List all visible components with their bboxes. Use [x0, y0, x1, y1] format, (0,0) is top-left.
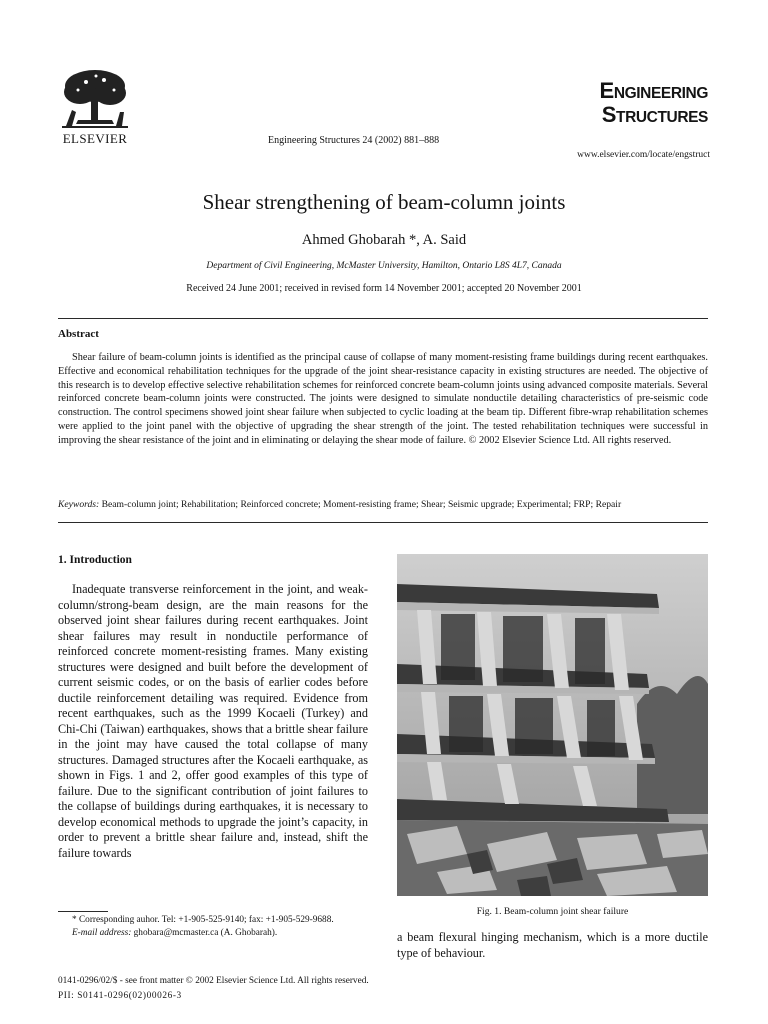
email-line	[58, 927, 368, 940]
email-label: E-mail address:	[72, 928, 132, 938]
abstract-heading: Abstract	[58, 328, 99, 340]
divider-bottom	[58, 522, 708, 523]
journal-logo-line2: TRUCTURES	[616, 109, 708, 126]
section-heading-introduction: 1. Introduction	[58, 554, 132, 566]
journal-logo-line1: NGINEERING	[613, 85, 708, 102]
keywords-label: Keywords:	[58, 499, 100, 510]
journal-logo-cap-e: E	[599, 78, 614, 103]
received-dates: Received 24 June 2001; received in revised form 14 November 2001; accepted 20 November 2001	[186, 283, 582, 294]
elsevier-tree-logo	[58, 66, 132, 130]
email-address[interactable]: ghobara@mcmaster.ca (A. Ghobarah).	[133, 928, 278, 938]
footer-issn: 0141-0296/02/$ - see front matter © 2002 Elsevier Science Ltd. All rights reserved.	[58, 976, 369, 986]
figure-caption: Fig. 1. Beam-column joint shear failure	[476, 906, 629, 917]
introduction-text: Inadequate transverse reinforcement in the joint, and weak-column/strong-beam design, are the main reasons for the observed joint shear failures during recent earthquakes. Joint shear failures may result in nonductile performance of reinforced concrete moment-resisting frames. Many existing structures were designed and built before the development of current seismic codes, or on the basis of earlier codes before ductile reinforcement detailing was required. Evidence from recent earthquakes, such as the 1999 Kocaeli (Turkey) and Chi-Chi (Taiwan) earthquakes, shows that a brittle shear failure in the joint may have caused the total collapse of many structures. Damaged structures after the Kocaeli earthquake, as shown in Figs. 1 and 2, offer good examples of this type of failure. Due to the significant contribution of joint failures to the collapse of buildings during earthquakes, it is necessary to develop economical methods to upgrade the joint’s capacity, in order to prevent a brittle shear failure and, instead, shift the failure towards	[58, 582, 368, 860]
article-title: Shear strengthening of beam-column joints	[202, 190, 566, 214]
corresponding-author-note: * Corresponding auhor. Tel: +1-905-525-9140; fax: +1-905-529-9688.	[72, 915, 334, 925]
introduction-continuation: a beam flexural hinging mechanism, which is a more ductile type of behaviour.	[397, 930, 708, 960]
journal-logo-cap-s: S	[601, 102, 617, 127]
footnote-divider	[58, 911, 108, 912]
article-authors: Ahmed Ghobarah *, A. Said	[301, 232, 467, 248]
footnote	[58, 914, 368, 940]
journal-citation: Engineering Structures 24 (2002) 881–888	[268, 135, 440, 146]
journal-logo	[588, 80, 708, 128]
divider-top	[58, 318, 708, 319]
publisher-name: ELSEVIER	[62, 131, 128, 146]
keywords-line	[58, 499, 708, 510]
author-affiliation: Department of Civil Engineering, McMaster University, Hamilton, Ontario L8S 4L7, Canada	[206, 261, 562, 271]
abstract-text: Shear failure of beam-column joints is identified as the principal cause of collapse of many moment-resisting frame buildings during recent earthquakes. Effective and economical rehabilitation techniques for the upgrade of the joint shear-resistance capacity in existing structures are needed. The objective of this research is to develop effective selective rehabilitation schemes for reinforced concrete beam-column joints using advanced composite materials. Several reinforced concrete beam-column joints were constructed. The joints were designed to simulate nonductile detailing characteristics of pre-seismic code construction. The control specimens showed joint shear failure when subjected to cyclic loading at the beam tip. Different fibre-wrap rehabilitation schemes were applied to the joint panel with the objective of upgrading the shear strength of the joint. The tested rehabilitation techniques were successful in improving the shear resistance of the joint and in eliminating or delaying the shear mode of failure. © 2002 Elsevier Science Ltd. All rights reserved.	[58, 352, 708, 446]
footer-pii: PII: S0141-0296(02)00026-3	[58, 991, 182, 1001]
figure-collapsed-building-photo	[397, 554, 708, 896]
journal-url[interactable]: www.elsevier.com/locate/engstruct	[577, 150, 710, 160]
keywords-list: Beam-column joint; Rehabilitation; Reinforced concrete; Moment-resisting frame; Shear; Seismic upgrade; Experimental; FRP; Repair	[101, 499, 622, 510]
